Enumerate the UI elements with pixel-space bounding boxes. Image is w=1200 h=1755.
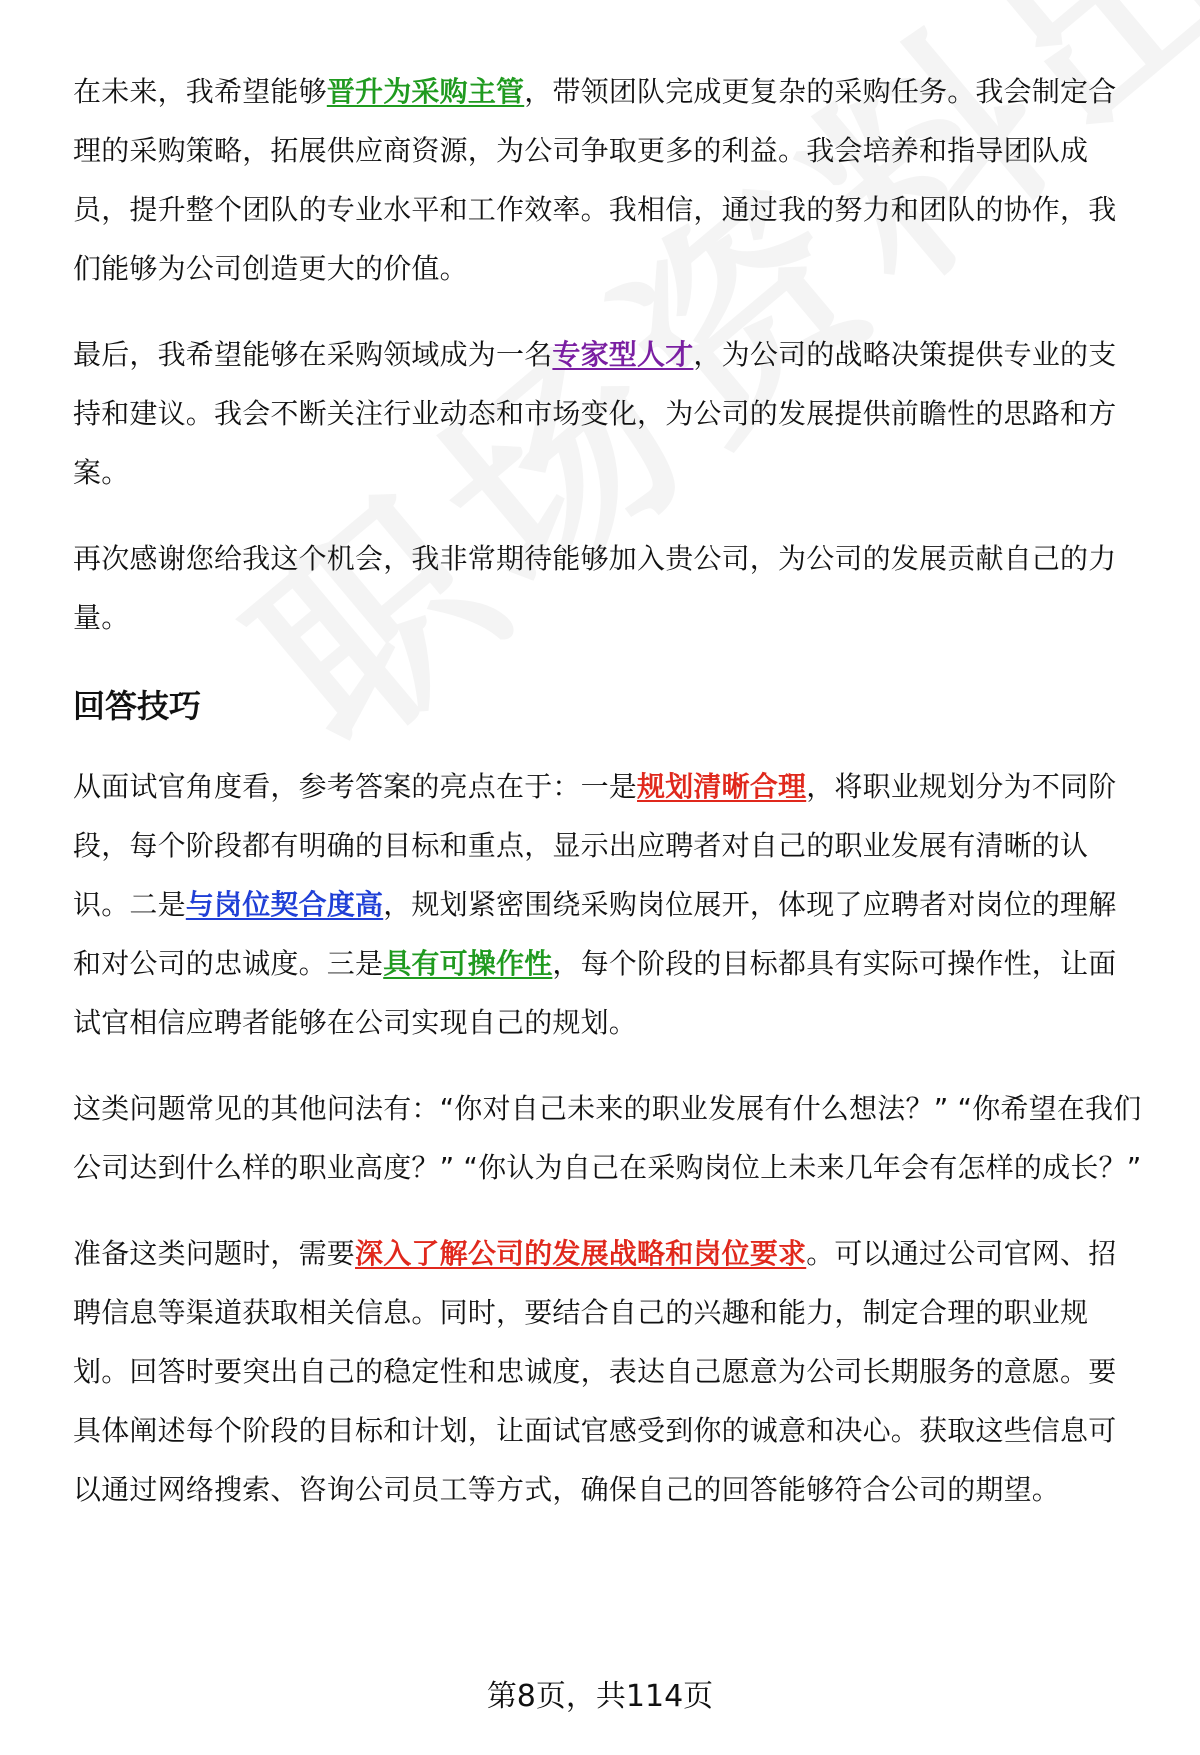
paragraph-preparation (73, 1224, 1143, 1519)
highlight-expert: 专家型人才 (552, 338, 694, 371)
text: 最后，我希望能够在采购领域成为一名 (73, 338, 553, 371)
highlight-promotion: 晋升为采购主管 (326, 75, 525, 108)
paragraph-highlights (73, 757, 1143, 1052)
highlight-research: 深入了解公司的发展战略和岗位要求 (355, 1237, 807, 1270)
highlight-operable: 具有可操作性 (383, 947, 553, 980)
highlight-clear-plan: 规划清晰合理 (637, 770, 807, 803)
text: 准备这类问题时，需要 (73, 1237, 356, 1270)
text: ，带领团队完成更复杂的采购任务。我会制定合理的采购策略，拓展供应商资源，为公司争取更多的利益。我会培养和指导团队成员，提升整个团队的专业水平和工作效率。我相信，通过我的努力和团队的协作，我们能够为公司创造更大的价值。 (73, 75, 1117, 285)
text: ，将职业规划分为不同阶段，每个阶段都有明确的目标和重点，显示出应聘者对自己的职业发展有清晰的认识。二是 (73, 770, 1117, 921)
paragraph-future-plan (73, 62, 1143, 298)
text: 从面试官角度看，参考答案的亮点在于：一是 (73, 770, 638, 803)
paragraph-expert-goal (73, 325, 1143, 502)
paragraph-thanks: 再次感谢您给我这个机会，我非常期待能够加入贵公司，为公司的发展贡献自己的力量。 (73, 542, 1117, 634)
text: 。可以通过公司官网、招聘信息等渠道获取相关信息。同时，要结合自己的兴趣和能力，制定合理的职业规划。回答时要突出自己的稳定性和忠诚度，表达自己愿意为公司长期服务的意愿。要具体阐述每个阶段的目标和计划，让面试官感受到你的诚意和决心。获取这些信息可以通过网络搜索、咨询公司员工等方式，确保自己的回答能够符合公司的期望。 (73, 1237, 1117, 1506)
text: 在未来，我希望能够 (73, 75, 327, 108)
paragraph-other-questions: 这类问题常见的其他问法有：“你对自己未来的职业发展有什么想法？” “你希望在我们公司达到什么样的职业高度？” “你认为自己在采购岗位上未来几年会有怎样的成长？” (73, 1092, 1142, 1184)
highlight-fit: 与岗位契合度高 (185, 888, 384, 921)
text: ，为公司的战略决策提供专业的支持和建议。我会不断关注行业动态和市场变化，为公司的发展提供前瞻性的思路和方案。 (73, 338, 1117, 489)
section-heading: 回答技巧 (73, 687, 202, 725)
text: ，规划紧密围绕采购岗位展开，体现了应聘者对岗位的理解和对公司的忠诚度。三是 (73, 888, 1117, 980)
text: ，每个阶段的目标都具有实际可操作性，让面试官相信应聘者能够在公司实现自己的规划。 (73, 947, 1117, 1039)
page-number: 第8页，共114页 (486, 1679, 714, 1714)
document-body (73, 62, 1143, 1546)
